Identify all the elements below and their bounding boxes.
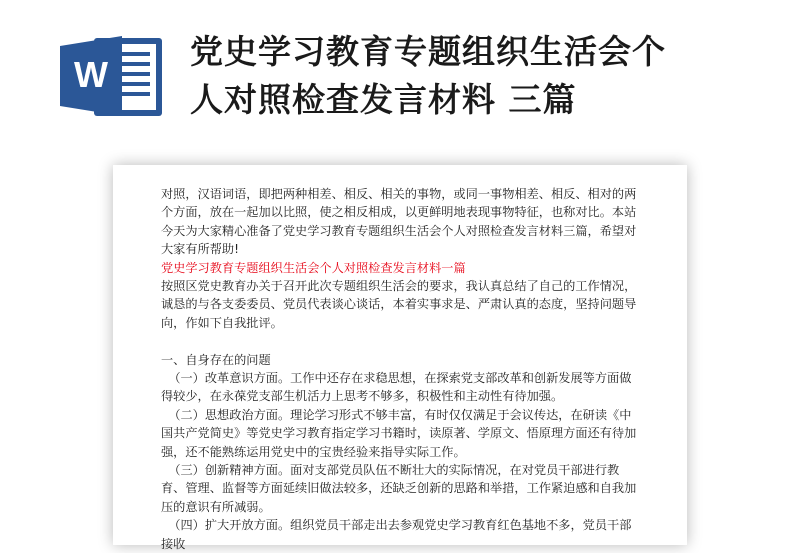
item-2: （二）思想政治方面。理论学习形式不够丰富，有时仅仅满足于会议传达，在研读《中国共产党简史》等党史学习教育指定学习书籍时，读原著、学原文、悟原理方面还有待加强，还不能熟练运用党史中的宝贵经验来指导实际工作。 (161, 407, 637, 459)
item-3: （三）创新精神方面。面对支部党员队伍不断壮大的实际情况，在对党员干部进行教育、管理、监督等方面延续旧做法较多，还缺乏创新的思路和举措，工作紧迫感和自我加压的意识有所减弱。 (161, 463, 637, 514)
paragraph-1: 按照区党史教育办关于召开此次专题组织生活会的要求，我认真总结了自己的工作情况，诚恳的与各支委委员、党员代表谈心谈话，本着实事求是、严肃认真的态度，坚持问题导向，作如下自我批评。 (161, 279, 637, 330)
word-document-icon (56, 30, 168, 122)
intro-paragraph: 对照，汉语词语，即把两种相差、相反、相关的事物，或同一事物相差、相反、相对的两个方面，放在一起加以比照，使之相反相成，以更鲜明地表现事物特征，也称对比。本站今天为大家精心准备了党史学习教育专题组织生活会个人对照检查发言材料三篇，希望对大家有所帮助! (161, 187, 637, 257)
blank-line (161, 332, 643, 350)
title-line-2: 人对照检查发言材料 三篇 (190, 80, 577, 119)
page-title (190, 28, 770, 124)
item-4: （四）扩大开放方面。组织党员干部走出去参观党史学习教育红色基地不多，党员干部接收 (161, 518, 632, 551)
item-1: （一）改革意识方面。工作中还存在求稳思想，在探索党支部改革和创新发展等方面做得较少，在永葆党支部生机活力上思考不够多，积极性和主动性有待加强。 (161, 371, 632, 404)
header (0, 0, 800, 160)
document-body (161, 185, 643, 553)
section-heading-red: 党史学习教育专题组织生活会个人对照检查发言材料一篇 (161, 260, 466, 275)
document-preview (113, 165, 687, 551)
section-1-heading: 一、自身存在的问题 (161, 352, 271, 367)
title-line-1: 党史学习教育专题组织生活会个 (190, 32, 666, 71)
word-icon-letter: W (74, 54, 108, 95)
